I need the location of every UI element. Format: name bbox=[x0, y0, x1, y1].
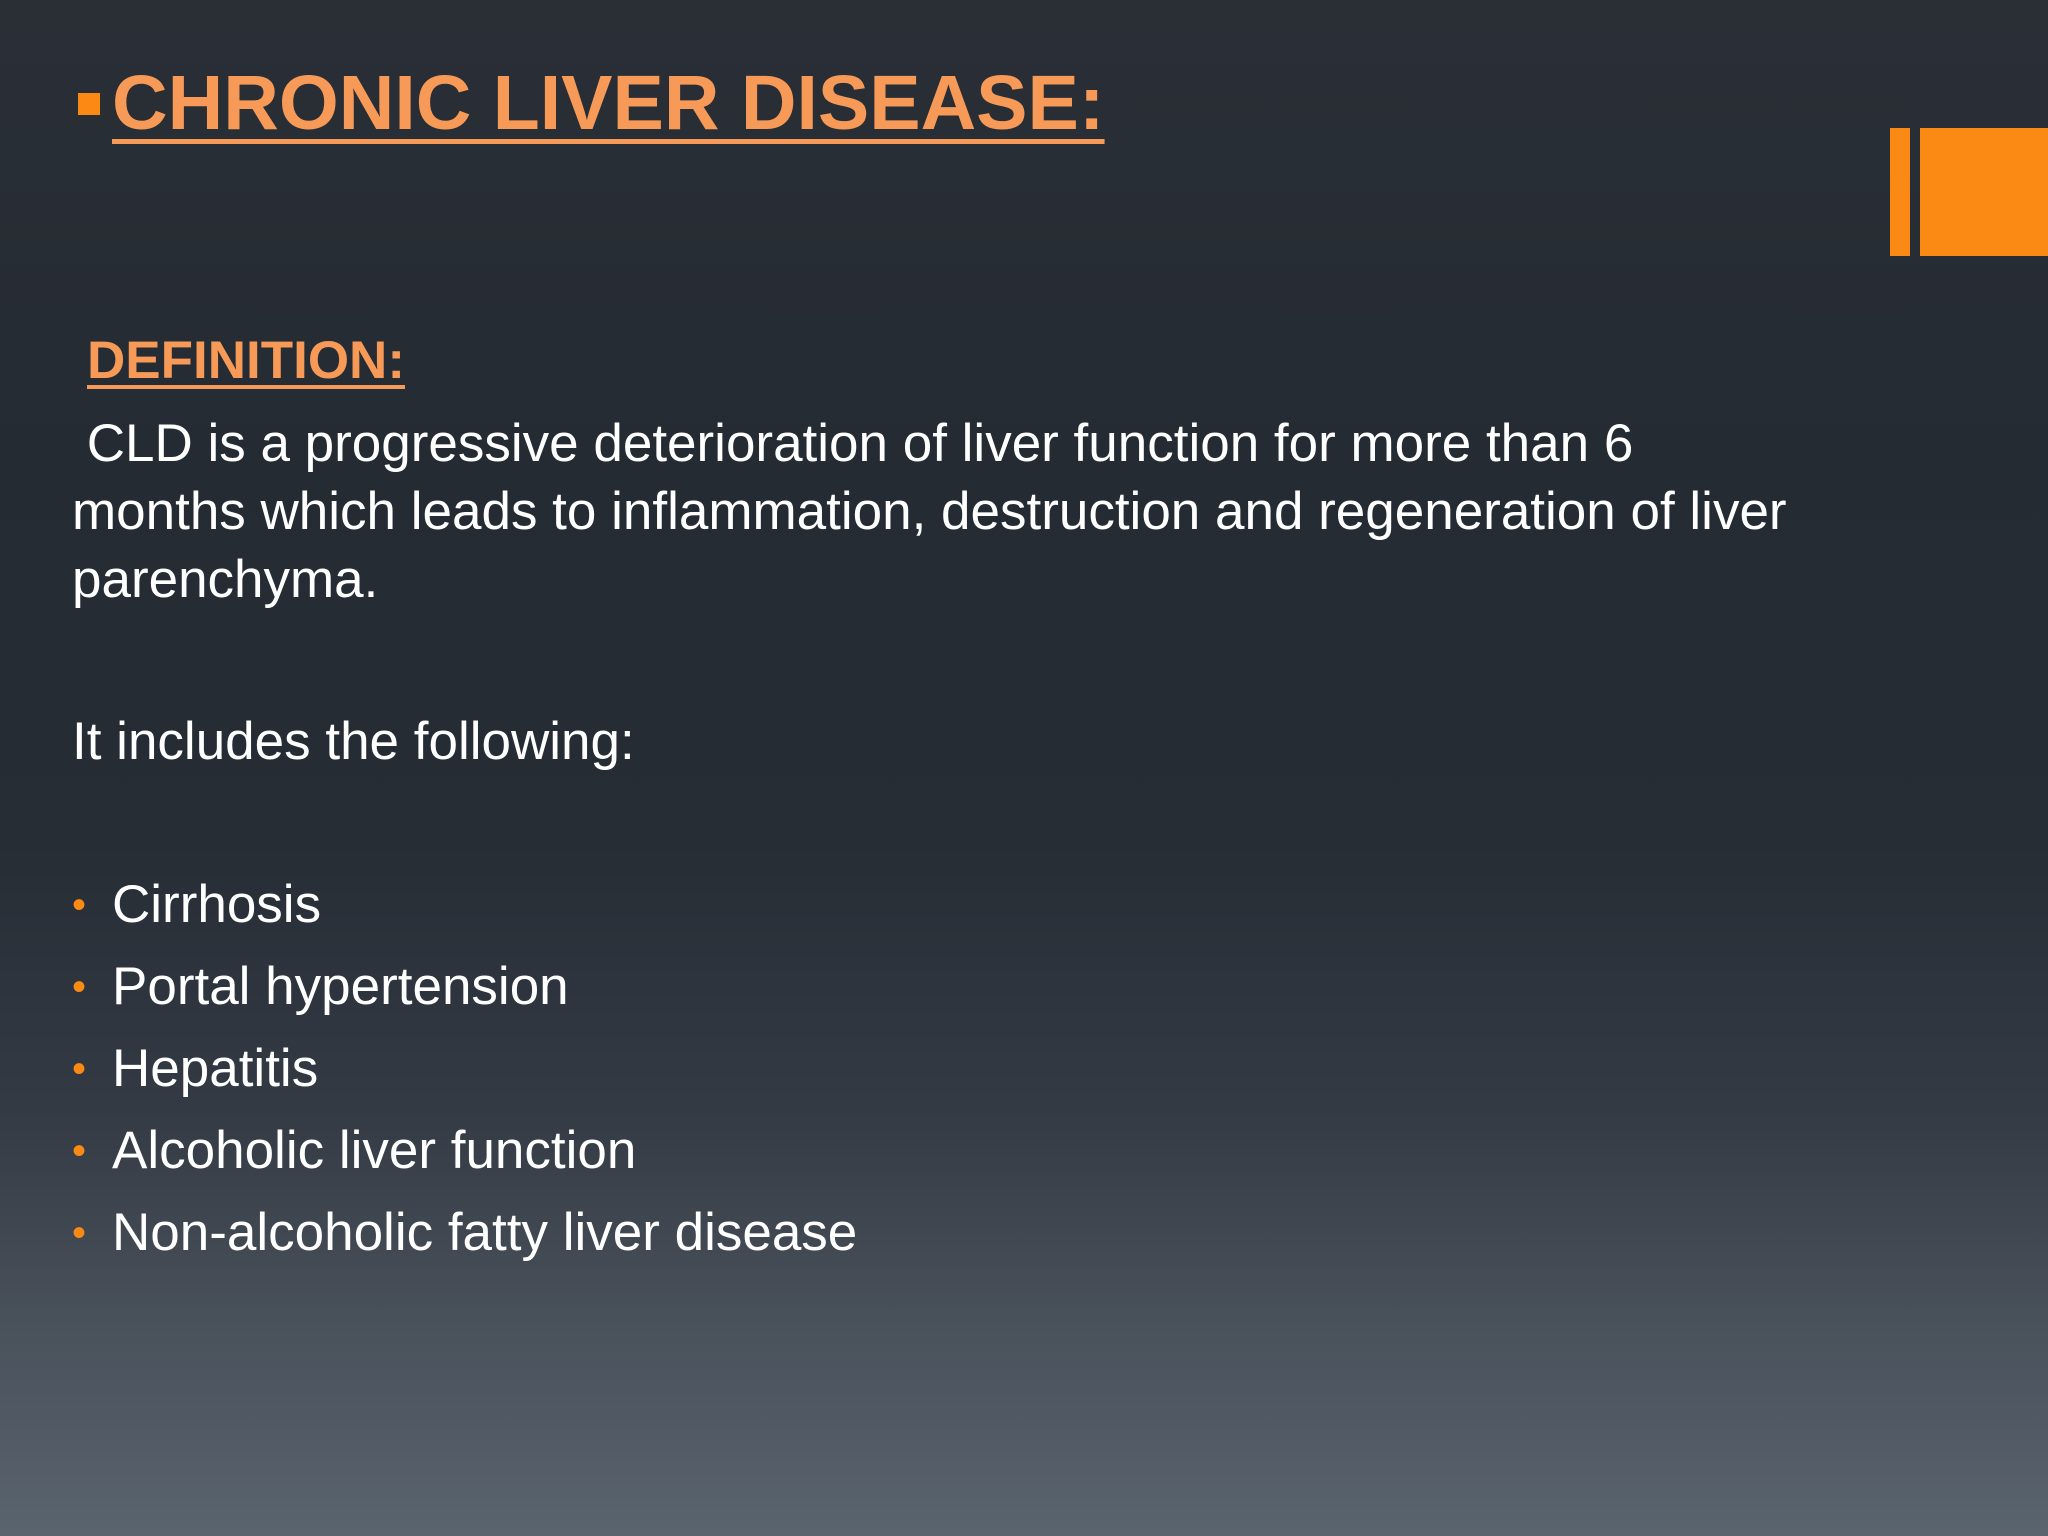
definition-heading: DEFINITION: bbox=[87, 331, 405, 390]
intro-text: It includes the following: bbox=[72, 712, 635, 771]
dot-bullet-icon: • bbox=[72, 965, 87, 1009]
square-bullet-icon bbox=[78, 93, 100, 115]
list-item-label: Portal hypertension bbox=[112, 957, 569, 1016]
slide-title: CHRONIC LIVER DISEASE: bbox=[112, 60, 1105, 146]
dot-bullet-icon: • bbox=[72, 1047, 87, 1091]
accent-bar-thin bbox=[1890, 128, 1910, 256]
dot-bullet-icon: • bbox=[72, 1129, 87, 1173]
list-item-label: Alcoholic liver function bbox=[112, 1121, 637, 1180]
accent-block bbox=[1920, 128, 2048, 256]
dot-bullet-icon: • bbox=[72, 883, 87, 927]
list-item-label: Cirrhosis bbox=[112, 875, 322, 934]
list-item-label: Non-alcoholic fatty liver disease bbox=[112, 1203, 858, 1262]
dot-bullet-icon: • bbox=[72, 1211, 87, 1255]
list-item-label: Hepatitis bbox=[112, 1039, 319, 1098]
definition-text: CLD is a progressive deterioration of liver function for more than 6 months which leads to inflammation, destruction and regeneration of liver parenchyma. bbox=[72, 414, 1787, 609]
